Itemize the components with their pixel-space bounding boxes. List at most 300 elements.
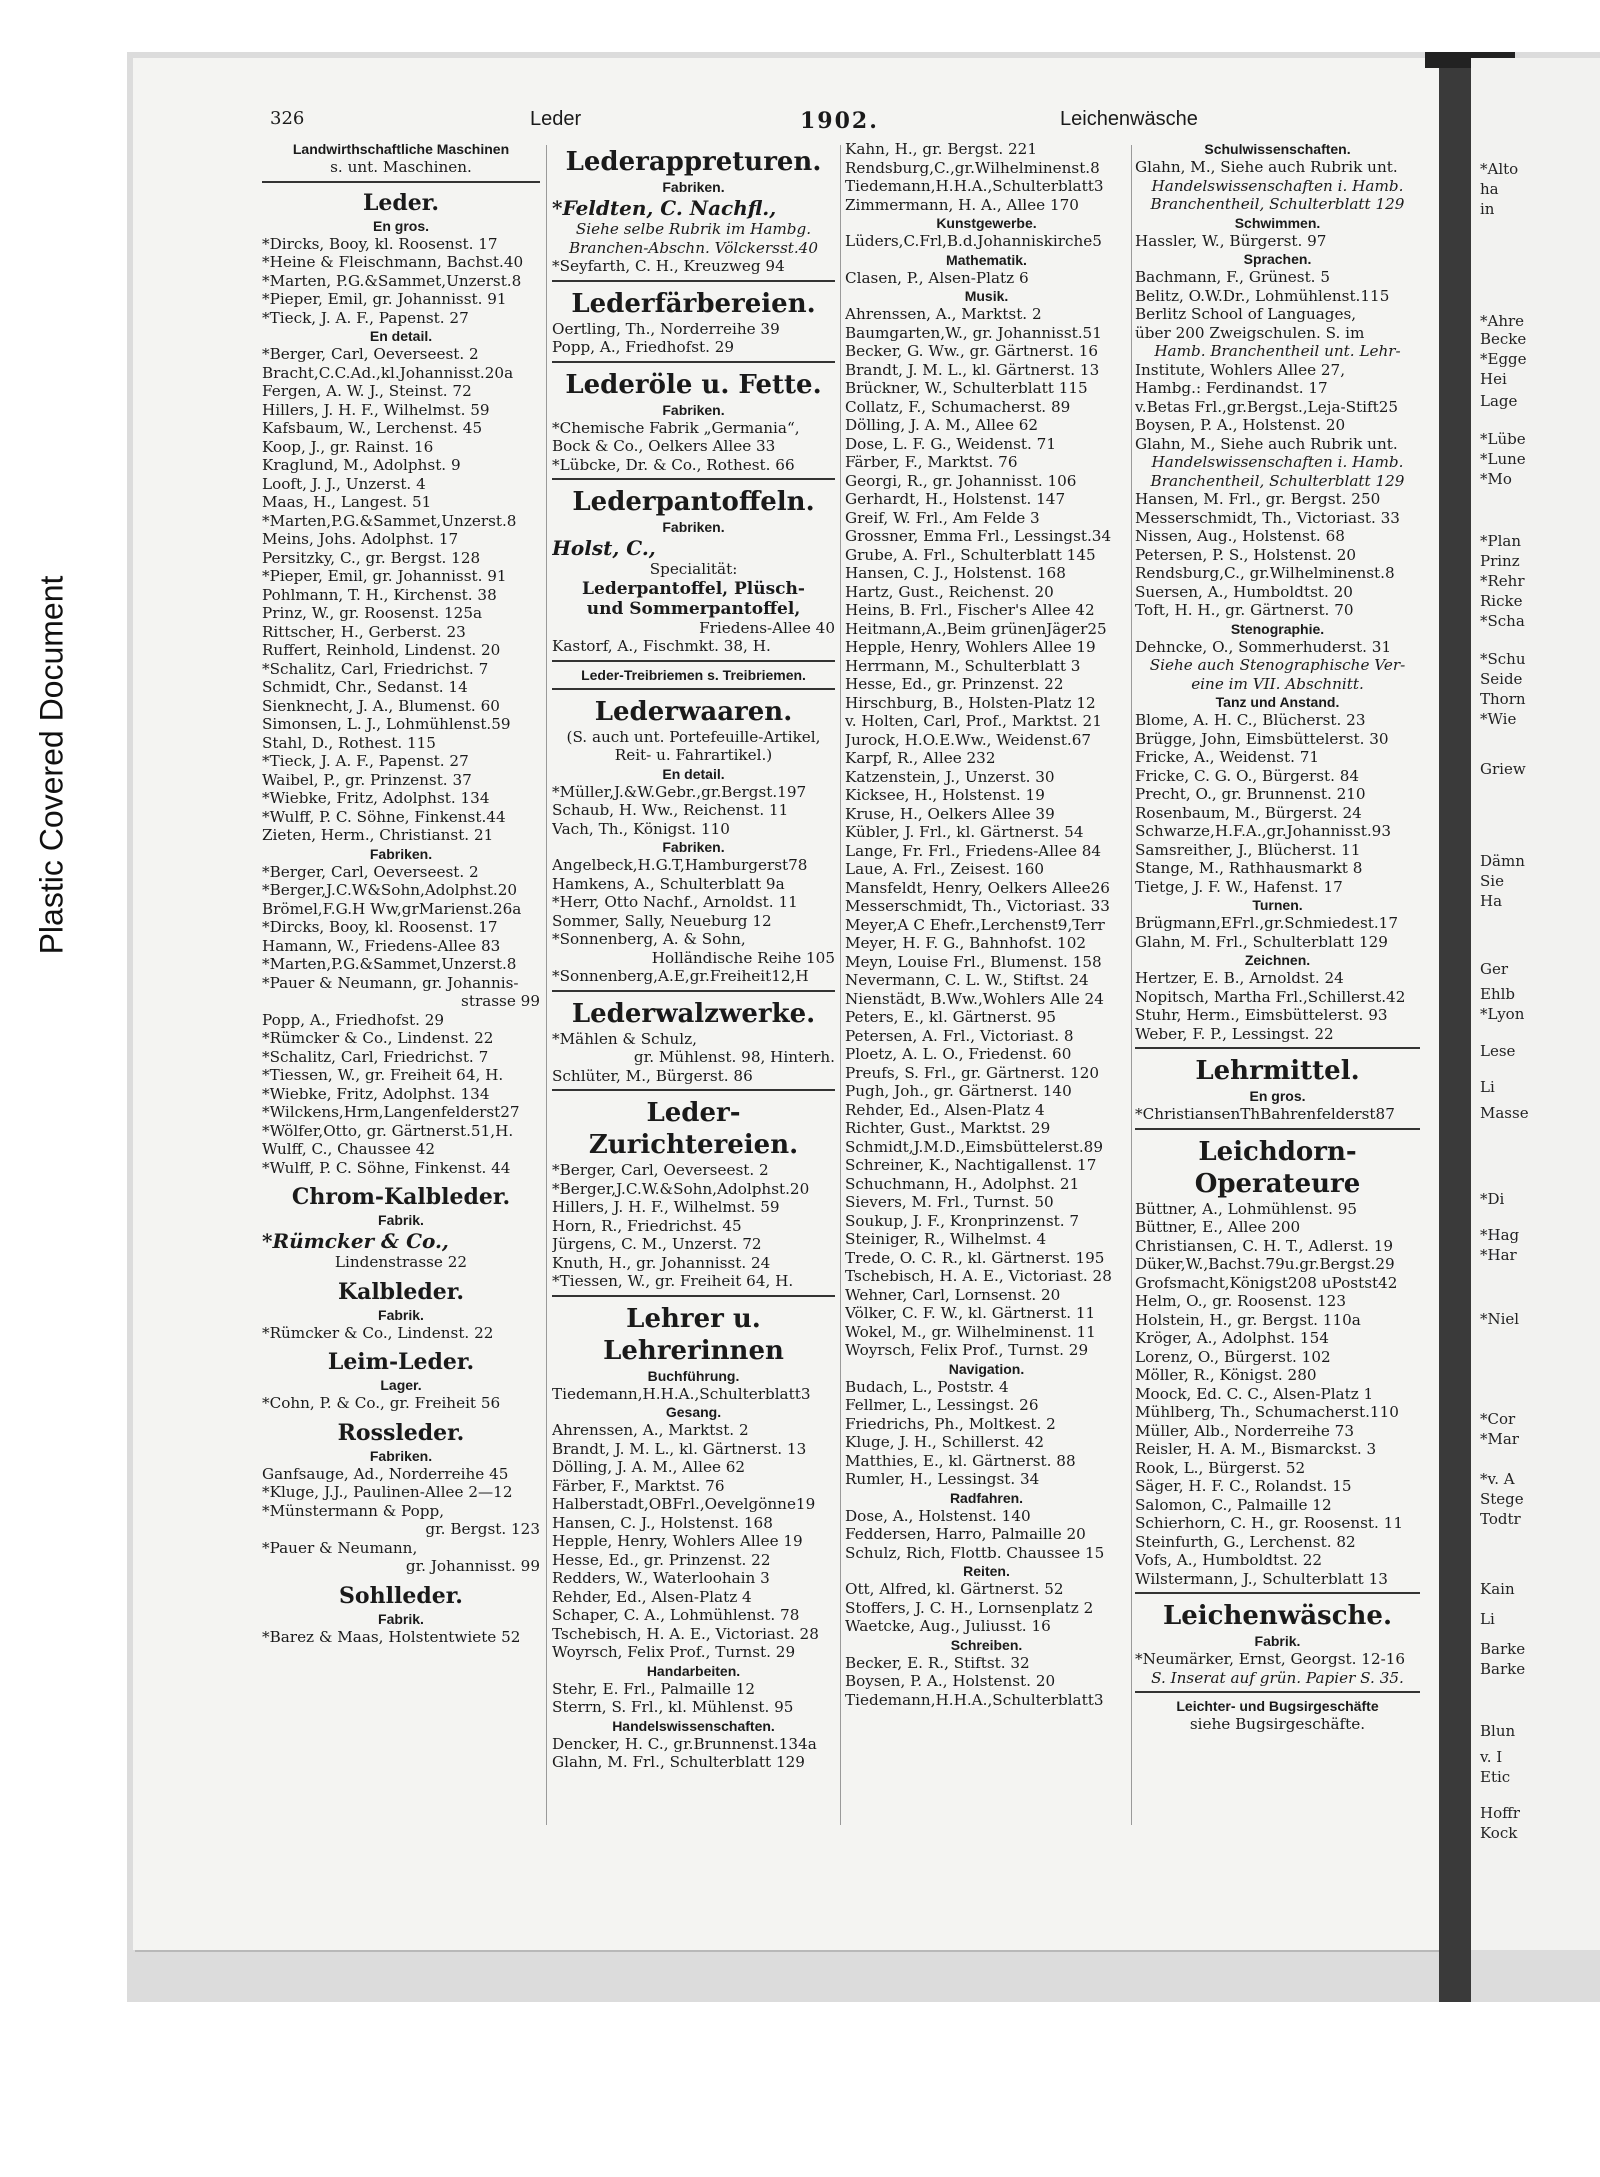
horizontal-rule <box>552 280 835 282</box>
column-2 <box>552 140 835 1830</box>
facing-page-fragment: *Mar <box>1480 1430 1519 1448</box>
column-divider <box>546 145 547 1825</box>
directory-entry: Samsreither, J., Blücherst. 11 <box>1135 840 1361 859</box>
section-subheading: Schulwissenschaften. <box>1204 141 1351 157</box>
directory-entry: *Schalitz, Carl, Friedrichst. 7 <box>262 1047 489 1066</box>
facing-page-fragment: v. I <box>1480 1748 1503 1766</box>
directory-entry: Stehr, E. Frl., Palmaille 12 <box>552 1679 756 1698</box>
directory-entry: *Tieck, J. A. F., Papenst. 27 <box>262 308 469 327</box>
facing-page-fragment: *Cor <box>1480 1410 1516 1428</box>
section-subheading: Fabriken. <box>369 845 433 862</box>
directory-entry: Suersen, A., Humboldtst. 20 <box>1135 582 1353 601</box>
directory-entry: Kicksee, H., Holstenst. 19 <box>845 786 1045 804</box>
horizontal-rule <box>1135 1047 1420 1049</box>
directory-entry: Oertling, Th., Norderreihe 39 <box>552 319 780 338</box>
section-subheading: Lager. <box>380 1377 422 1393</box>
directory-entry: *Münstermann & Popp, <box>262 1501 445 1520</box>
directory-entry: Rumler, H., Lessingst. 34 <box>845 1470 1040 1488</box>
horizontal-rule <box>262 181 540 183</box>
facing-page-fragment: *Alto <box>1480 160 1519 178</box>
facing-page-fragment: Li <box>1480 1078 1495 1096</box>
directory-entry: Tiedemann,H.H.A.,Schulterblatt3 <box>845 1690 1104 1709</box>
firm-name: *Rümcker & Co., <box>262 1229 449 1253</box>
section-subheading: Fabriken. <box>369 1447 433 1464</box>
directory-entry: Heitmann,A.,Beim grünenJäger25 <box>845 619 1107 638</box>
directory-entry: Ganfsauge, Ad., Norderreihe 45 <box>262 1464 509 1483</box>
directory-entry: Fergen, A. W. J., Steinst. 72 <box>262 382 472 400</box>
centered-note: Lindenstrasse 22 <box>334 1253 468 1271</box>
facing-page-fragment: *Di <box>1480 1190 1505 1208</box>
directory-entry: Popp, A., Friedhofst. 29 <box>262 1010 445 1029</box>
directory-entry: Brandt, J. M. L., kl. Gärtnerst. 13 <box>845 360 1100 379</box>
firm-name: *Feldten, C. Nachfl., <box>552 196 777 220</box>
section-subheading: Schreiben. <box>950 1636 1023 1653</box>
directory-entry: Halberstadt,OBFrl.,Oevelgönne19 <box>552 1495 816 1513</box>
horizontal-rule <box>552 1089 835 1091</box>
section-subheading: Fabrik. <box>1254 1633 1301 1649</box>
directory-entry: *Lübcke, Dr. & Co., Rothest. 66 <box>552 455 795 474</box>
facing-page-fragment: Li <box>1480 1610 1495 1628</box>
facing-page-fragment: Ricke <box>1480 592 1523 610</box>
directory-entry: Brückner, W., Schulterblatt 115 <box>845 379 1088 397</box>
directory-entry: Möller, R., Königst. 280 <box>1135 1366 1317 1384</box>
directory-entry: Ruffert, Reinhold, Lindenst. 20 <box>262 641 501 659</box>
directory-entry: Helm, O., gr. Roosenst. 123 <box>1135 1292 1346 1310</box>
facing-page-fragment: *Har <box>1480 1246 1517 1264</box>
directory-entry: Tschebisch, H. A. E., Victoriast. 28 <box>552 1624 819 1643</box>
directory-entry: Büttner, A., Lohmühlenst. 95 <box>1135 1199 1358 1218</box>
directory-entry: Persitzky, C., gr. Bergst. 128 <box>262 548 481 567</box>
advert-line: Lederpantoffel, Plüsch- <box>582 578 805 599</box>
directory-entry: *Chemische Fabrik „Germania“, <box>552 418 800 437</box>
directory-entry: Hartz, Gust., Reichenst. 20 <box>845 582 1054 601</box>
facing-page-fragment: Barke <box>1480 1660 1526 1678</box>
directory-entry: Hepple, Henry, Wohlers Allee 19 <box>845 638 1096 656</box>
directory-entry: Collatz, F., Schumacherst. 89 <box>845 397 1071 416</box>
directory-entry: Schierhorn, C. H., gr. Roosenst. 11 <box>1135 1514 1404 1532</box>
centered-note: Reit- u. Fahrartikel.) <box>614 746 773 764</box>
section-subheading: Musik. <box>964 288 1009 304</box>
directory-entry: Dencker, H. C., gr.Brunnenst.134a <box>552 1734 817 1753</box>
directory-entry: Düker,W.,Bachst.79u.gr.Bergst.29 <box>1135 1255 1395 1273</box>
directory-entry: *Tieck, J. A. F., Papenst. 27 <box>262 752 469 770</box>
facing-page-fragment: *Hag <box>1480 1226 1520 1244</box>
directory-entry: Schwarze,H.F.A.,gr.Johannisst.93 <box>1135 822 1391 840</box>
horizontal-rule <box>1135 1691 1420 1693</box>
directory-entry: *Dircks, Booy, kl. Roosenst. 17 <box>262 234 498 253</box>
facing-page-fragment: *Niel <box>1480 1310 1520 1328</box>
directory-entry: Hertzer, E. B., Arnoldst. 24 <box>1135 969 1344 987</box>
directory-entry: Laue, A. Frl., Zeisest. 160 <box>845 860 1045 878</box>
directory-entry: Säger, H. F. C., Rolandst. 15 <box>1135 1477 1352 1495</box>
directory-entry: Georgi, R., gr. Johannisst. 106 <box>845 471 1077 490</box>
directory-entry: *Sonnenberg, A. & Sohn, <box>552 930 746 948</box>
horizontal-rule <box>552 1295 835 1297</box>
directory-entry: Brömel,F.G.H Ww,grMarienst.26a <box>262 899 522 918</box>
directory-entry: *Wilckens,Hrm,Langenfelderst27 <box>262 1103 520 1121</box>
facing-page-fragment: ha <box>1480 180 1499 198</box>
section-subheading: Sprachen. <box>1243 251 1312 267</box>
directory-entry: Petersen, P. S., Holstenst. 20 <box>1135 545 1357 564</box>
italic-note: eine im VII. Abschnitt. <box>1191 674 1364 693</box>
continued-line: gr. Mühlenst. 98, Hinterh. <box>633 1048 835 1066</box>
directory-entry: Jurock, H.O.E.Ww., Weidenst.67 <box>845 730 1092 749</box>
directory-entry: Grube, A. Frl., Schulterblatt 145 <box>845 545 1096 564</box>
directory-entry: Ahrenssen, A., Marktst. 2 <box>845 305 1042 323</box>
directory-entry: Baumgarten,W., gr. Johannisst.51 <box>845 323 1102 342</box>
directory-entry: Kluge, J. H., Schillerst. 42 <box>845 1433 1045 1451</box>
section-subheading: Fabriken. <box>662 519 725 535</box>
directory-entry: *Pauer & Neumann, <box>262 1538 418 1557</box>
directory-entry: Angelbeck,H.G.T,Hamburgerst78 <box>552 856 808 874</box>
facing-page-fragment: Kock <box>1480 1824 1518 1842</box>
directory-entry: Berlitz School of Languages, <box>1135 305 1357 323</box>
directory-entry: Sommer, Sally, Neueburg 12 <box>552 911 772 930</box>
section-subheading: Fabriken. <box>662 179 725 195</box>
directory-entry: Zimmermann, H. A., Allee 170 <box>845 195 1079 214</box>
centered-note: s. unt. Maschinen. <box>330 158 472 176</box>
section-subheading: Fabriken. <box>662 839 725 855</box>
directory-entry: Schmidt, Chr., Sedanst. 14 <box>262 678 468 696</box>
directory-entry: *Cohn, P. & Co., gr. Freiheit 56 <box>262 1394 501 1412</box>
directory-entry: *Pieper, Emil, gr. Johannisst. 91 <box>262 290 507 308</box>
directory-entry: Büttner, E., Allee 200 <box>1135 1218 1301 1236</box>
section-subheading: Stenographie. <box>1230 620 1325 637</box>
facing-page-fragment: *Lyon <box>1480 1005 1525 1023</box>
directory-entry: *Müller,J.&W.Gebr.,gr.Bergst.197 <box>552 782 807 801</box>
directory-entry: Stahl, D., Rothest. 115 <box>262 733 436 752</box>
directory-entry: *Wölfer,Otto, gr. Gärtnerst.51,H. <box>262 1121 514 1140</box>
directory-entry: *Berger, Carl, Oeverseest. 2 <box>262 862 479 881</box>
facing-page-fragment: Hei <box>1480 370 1507 388</box>
facing-page-fragment: Kain <box>1480 1580 1515 1598</box>
italic-note: Handelswissenschaften i. Hamb. <box>1151 453 1404 471</box>
directory-entry: Blome, A. H. C., Blücherst. 23 <box>1135 711 1366 729</box>
directory-entry: *Rümcker & Co., Lindenst. 22 <box>262 1323 494 1342</box>
directory-entry: Koop, J., gr. Rainst. 16 <box>262 437 434 456</box>
directory-entry: Dose, L. F. G., Weidenst. 71 <box>845 434 1056 453</box>
directory-entry: *Berger, Carl, Oeverseest. 2 <box>552 1161 769 1179</box>
directory-entry: Glahn, M. Frl., Schulterblatt 129 <box>1135 932 1388 951</box>
facing-page-fragment: *Mo <box>1480 470 1512 488</box>
directory-entry: Tiedemann,H.H.A.,Schulterblatt3 <box>552 1384 811 1403</box>
directory-entry: Karpf, R., Allee 232 <box>845 749 996 767</box>
horizontal-rule <box>552 660 835 662</box>
section-subheading: Tanz und Anstand. <box>1215 694 1340 710</box>
directory-entry: Stange, M., Rathhausmarkt 8 <box>1135 859 1363 877</box>
centered-note: Specialität: <box>649 560 738 578</box>
section-subheading: Landwirthschaftliche Maschinen <box>292 141 510 157</box>
directory-entry: Zieten, Herm., Christianst. 21 <box>262 826 494 844</box>
section-subheading: Navigation. <box>948 1360 1025 1377</box>
directory-entry: *Schalitz, Carl, Friedrichst. 7 <box>262 659 489 678</box>
directory-entry: Kraglund, M., Adolphst. 9 <box>262 456 461 474</box>
directory-entry: Hesse, Ed., gr. Prinzenst. 22 <box>845 675 1064 693</box>
directory-entry: Kröger, A., Adolphst. 154 <box>1135 1329 1329 1347</box>
directory-entry: Wulff, C., Chaussee 42 <box>262 1140 436 1158</box>
directory-entry: Greif, W. Frl., Am Felde 3 <box>845 508 1040 527</box>
directory-entry: Rehder, Ed., Alsen-Platz 4 <box>845 1100 1045 1119</box>
facing-page-fragment: Seide <box>1480 670 1523 688</box>
advert-line: und Sommerpantoffel, <box>586 598 801 619</box>
facing-page-fragment: Masse <box>1480 1104 1529 1122</box>
directory-entry: Sterrn, S. Frl., kl. Mühlenst. 95 <box>552 1698 794 1716</box>
section-subheading: Turnen. <box>1252 897 1303 913</box>
directory-entry: *Berger, Carl, Oeverseest. 2 <box>262 345 479 363</box>
directory-entry: Glahn, M., Siehe auch Rubrik unt. <box>1135 158 1398 176</box>
category-heading: Leichdorn-Operateure <box>1194 1136 1361 1199</box>
directory-entry: Boysen, P. A., Holstenst. 20 <box>1135 416 1346 434</box>
side-label-text: Plastic Covered Document <box>33 575 70 955</box>
directory-entry: Richter, Gust., Marktst. 29 <box>845 1119 1051 1137</box>
header-left-keyword: Leder <box>530 108 582 130</box>
header-right-keyword: Leichenwäsche <box>1060 108 1198 130</box>
category-heading: Lederwaaren. <box>594 696 793 727</box>
centered-note: siehe Bugsirgeschäfte. <box>1189 1715 1366 1733</box>
column-3 <box>845 140 1128 1830</box>
category-heading: Lehrmittel. <box>1195 1056 1360 1086</box>
directory-entry: Vofs, A., Humboldtst. 22 <box>1135 1551 1323 1569</box>
directory-entry: Steiniger, R., Wilhelmst. 4 <box>845 1230 1047 1248</box>
category-heading: Lederöle u. Fette. <box>565 369 822 400</box>
facing-page-fragment: Blun <box>1480 1722 1516 1740</box>
section-subheading: Leichter- und Bugsirgeschäfte <box>1176 1698 1379 1714</box>
column-divider <box>840 145 841 1825</box>
horizontal-rule <box>1135 1128 1420 1130</box>
directory-entry: Wehner, Carl, Lornsenst. 20 <box>845 1285 1061 1304</box>
directory-entry: *Mählen & Schulz, <box>552 1029 697 1048</box>
directory-entry: Friedrichs, Ph., Moltkest. 2 <box>845 1414 1056 1433</box>
directory-entry: Stuhr, Herm., Eimsbüttelerst. 93 <box>1135 1006 1388 1024</box>
directory-entry: Dehncke, O., Sommerhuderst. 31 <box>1135 637 1392 656</box>
facing-page-fragment: *Rehr <box>1480 572 1525 590</box>
directory-entry: *Tiessen, W., gr. Freiheit 64, H. <box>552 1272 794 1290</box>
directory-entry: Hansen, M. Frl., gr. Bergst. 250 <box>1135 490 1381 508</box>
directory-entry: Rosenbaum, M., Bürgerst. 24 <box>1135 803 1362 822</box>
directory-entry: Matthies, E., kl. Gärtnerst. 88 <box>845 1451 1076 1470</box>
directory-entry: *Marten,P.G.&Sammet,Unzerst.8 <box>262 955 517 973</box>
directory-entry: Rendsburg,C.,gr.Wilhelminenst.8 <box>845 158 1100 177</box>
directory-entry: *Wiebke, Fritz, Adolphst. 134 <box>262 1084 490 1103</box>
italic-note: Branchentheil, Schulterblatt 129 <box>1150 471 1405 490</box>
directory-entry: Grossner, Emma Frl., Lessingst.34 <box>845 527 1112 545</box>
directory-entry: Weber, F. P., Lessingst. 22 <box>1135 1024 1334 1043</box>
directory-entry: Ploetz, A. L. O., Friedenst. 60 <box>845 1045 1072 1063</box>
facing-page-fragment: Etic <box>1480 1768 1511 1786</box>
horizontal-rule <box>552 361 835 363</box>
category-heading: Rossleder. <box>337 1419 465 1446</box>
italic-note: Siehe selbe Rubrik im Hambg. <box>575 220 812 238</box>
directory-entry: Soukup, J. F., Kronprinzenst. 7 <box>845 1211 1080 1230</box>
directory-entry: Schmidt,J.M.D.,Eimsbüttelerst.89 <box>845 1137 1104 1156</box>
directory-entry: *Berger,J.C.W&Sohn,Adolphst.20 <box>262 881 518 899</box>
directory-entry: Nopitsch, Martha Frl.,Schillerst.42 <box>1135 987 1406 1006</box>
section-subheading: En detail. <box>369 328 433 344</box>
facing-page-fragment: Todtr <box>1480 1510 1521 1528</box>
centered-note: (S. auch unt. Portefeuille-Artikel, <box>566 727 821 746</box>
facing-page-fragment: Griew <box>1480 760 1526 778</box>
directory-entry: Meyer, H. F. G., Bahnhofst. 102 <box>845 934 1087 952</box>
directory-entry: Fellmer, L., Lessingst. 26 <box>845 1396 1039 1414</box>
directory-entry: *Pieper, Emil, gr. Johannisst. 91 <box>262 567 507 585</box>
directory-entry: Simonsen, L. J., Lohmühlenst.59 <box>262 715 511 733</box>
facing-page-fragment: Becke <box>1480 330 1527 348</box>
facing-page-fragment: *Scha <box>1480 612 1525 630</box>
column-divider <box>1131 145 1132 1825</box>
directory-entry: Maas, H., Langest. 51 <box>262 493 432 511</box>
category-heading: Lederfärbereien. <box>571 288 816 319</box>
directory-entry: Dölling, J. A. M., Allee 62 <box>552 1458 746 1476</box>
section-subheading: Kunstgewerbe. <box>936 215 1037 231</box>
directory-entry: *Kluge, J.J., Paulinen-Allee 2—12 <box>262 1483 513 1501</box>
directory-entry: Kruse, H., Oelkers Allee 39 <box>845 804 1055 823</box>
facing-page-fragment: *v. A <box>1480 1470 1515 1488</box>
directory-entry: Gerhardt, H., Holstenst. 147 <box>845 490 1066 508</box>
section-subheading: Reiten. <box>963 1563 1010 1579</box>
directory-entry: Völker, C. F. W., kl. Gärtnerst. 11 <box>845 1304 1096 1322</box>
directory-entry: Tietge, J. F. W., Hafenst. 17 <box>1135 877 1343 896</box>
facing-page-fragment: Prinz <box>1480 552 1520 570</box>
continued-line: Holländische Reihe 105 <box>651 948 835 967</box>
directory-entry: Schuchmann, H., Adolphst. 21 <box>845 1174 1080 1193</box>
category-heading: Leder-Zurichtereien. <box>588 1098 799 1160</box>
directory-entry: Bock & Co., Oelkers Allee 33 <box>552 437 776 455</box>
directory-entry: Schlüter, M., Bürgerst. 86 <box>552 1066 753 1085</box>
directory-entry: Moock, Ed. C. C., Alsen-Platz 1 <box>1135 1384 1374 1403</box>
category-heading: Chrom-Kalbleder. <box>291 1184 511 1210</box>
directory-entry: Meins, Johs. Adolphst. 17 <box>262 530 459 548</box>
italic-note: Hamb. Branchentheil unt. Lehr- <box>1154 342 1401 360</box>
category-heading: Leim-Leder. <box>327 1349 475 1375</box>
directory-entry: Meyer,A C Ehefr.,Lerchenst9,Terr <box>845 915 1105 934</box>
directory-entry: Kübler, J. Frl., kl. Gärtnerst. 54 <box>845 823 1084 841</box>
directory-entry: Färber, F., Marktst. 76 <box>845 453 1018 471</box>
directory-entry: Prinz, W., gr. Roosenst. 125a <box>262 604 483 622</box>
directory-entry: Schaper, C. A., Lohmühlenst. 78 <box>552 1606 800 1624</box>
directory-entry: Institute, Wohlers Allee 27, <box>1135 360 1346 379</box>
directory-entry: Hillers, J. H. F., Wilhelmst. 59 <box>552 1198 780 1216</box>
directory-entry: v.Betas Frl.,gr.Bergst.,Leja-Stift25 <box>1135 397 1399 416</box>
directory-entry: Hamann, W., Friedens-Allee 83 <box>262 936 501 955</box>
section-subheading: Fabrik. <box>378 1306 424 1323</box>
directory-entry: Wokel, M., gr. Wilhelminenst. 11 <box>845 1322 1096 1341</box>
directory-entry: Sievers, M. Frl., Turnst. 50 <box>845 1193 1054 1211</box>
italic-note: Branchen-Abschn. Völckersst.40 <box>568 238 819 257</box>
directory-entry: Nienstädt, B.Ww.,Wohlers Alle 24 <box>845 989 1104 1008</box>
directory-entry: *Marten,P.G.&Sammet,Unzerst.8 <box>262 511 517 530</box>
facing-page-fragment: Lage <box>1480 392 1518 410</box>
facing-page-fragment: *Lübe <box>1480 430 1526 448</box>
facing-page-fragment: *Ahre <box>1480 312 1525 330</box>
directory-entry: Vach, Th., Königst. 110 <box>552 819 730 838</box>
section-subheading: En gros. <box>1249 1088 1306 1104</box>
directory-entry: *Wiebke, Fritz, Adolphst. 134 <box>262 789 490 807</box>
directory-entry: Glahn, M. Frl., Schulterblatt 129 <box>552 1753 805 1771</box>
directory-entry: Ott, Alfred, kl. Gärtnerst. 52 <box>845 1580 1064 1598</box>
facing-page-fragment: *Plan <box>1480 532 1521 550</box>
directory-entry: Jürgens, C. M., Unzerst. 72 <box>552 1235 762 1253</box>
directory-entry: *Rümcker & Co., Lindenst. 22 <box>262 1029 494 1047</box>
directory-entry: Lange, Fr. Frl., Friedens-Allee 84 <box>845 841 1102 860</box>
section-subheading: En gros. <box>372 217 429 234</box>
directory-entry: Hamkens, A., Schulterblatt 9a <box>552 874 785 893</box>
directory-entry: Kastorf, A., Fischmkt. 38, H. <box>552 637 771 655</box>
directory-entry: *Neumärker, Ernst, Georgst. 12-16 <box>1135 1650 1406 1668</box>
directory-entry: *Sonnenberg,A.E,gr.Freiheit12,H <box>552 967 809 985</box>
facing-page-fragment: *Lune <box>1480 450 1526 468</box>
section-subheading: Radfahren. <box>949 1489 1024 1506</box>
section-subheading: Fabrik. <box>378 1212 424 1228</box>
directory-entry: Mühlberg, Th., Schumacherst.110 <box>1135 1403 1399 1421</box>
facing-page-fragment: Lese <box>1480 1042 1516 1060</box>
directory-entry: Brandt, J. M. L., kl. Gärtnerst. 13 <box>552 1439 807 1458</box>
directory-entry: Färber, F., Marktst. 76 <box>552 1476 725 1495</box>
directory-entry: *Dircks, Booy, kl. Roosenst. 17 <box>262 918 498 936</box>
directory-entry: Reisler, H. A. M., Bismarckst. 3 <box>1135 1440 1377 1458</box>
directory-entry: Clasen, P., Alsen-Platz 6 <box>845 268 1029 287</box>
directory-entry: Petersen, A. Frl., Victoriast. 8 <box>845 1026 1074 1045</box>
directory-entry: Hirschburg, B., Holsten-Platz 12 <box>845 693 1096 712</box>
directory-entry: Kahn, H., gr. Bergst. 221 <box>845 140 1037 158</box>
directory-entry: Trede, O. C. R., kl. Gärtnerst. 195 <box>845 1248 1105 1267</box>
horizontal-rule <box>552 990 835 992</box>
column-4 <box>1135 140 1420 1830</box>
directory-entry: Hillers, J. H. F., Wilhelmst. 59 <box>262 400 490 419</box>
directory-entry: Glahn, M., Siehe auch Rubrik unt. <box>1135 434 1398 453</box>
directory-entry: *Berger,J.C.W.&Sohn,Adolphst.20 <box>552 1179 810 1198</box>
directory-entry: Hepple, Henry, Wohlers Allee 19 <box>552 1532 803 1550</box>
category-heading: Leichenwäsche. <box>1162 1601 1393 1631</box>
directory-entry: Becker, E. R., Stiftst. 32 <box>845 1653 1030 1672</box>
directory-entry: Christiansen, C. H. T., Adlerst. 19 <box>1135 1236 1394 1255</box>
horizontal-rule <box>1135 1592 1420 1594</box>
directory-entry: Boysen, P. A., Holstenst. 20 <box>845 1672 1056 1690</box>
directory-entry: Stoffers, J. C. H., Lornsenplatz 2 <box>845 1598 1094 1617</box>
directory-entry: Rendsburg,C., gr.Wilhelminenst.8 <box>1135 564 1395 582</box>
directory-entry: Dölling, J. A. M., Allee 62 <box>845 416 1039 434</box>
directory-entry: *Herr, Otto Nachf., Arnoldst. 11 <box>552 893 798 911</box>
directory-entry: *ChristiansenThBahrenfelderst87 <box>1135 1105 1395 1123</box>
directory-entry: Redders, W., Waterloohain 3 <box>552 1569 770 1587</box>
category-heading: Lehrer u. Lehrerinnen <box>603 1303 784 1366</box>
horizontal-rule <box>552 478 835 480</box>
directory-entry: Schaub, H. Ww., Reichenst. 11 <box>552 801 789 819</box>
continued-line: gr. Bergst. 123 <box>425 1520 540 1538</box>
facing-page-fragment: *Wie <box>1480 710 1517 728</box>
continued-line: Friedens-Allee 40 <box>699 618 835 637</box>
facing-page-fragment: *Egge <box>1480 350 1527 368</box>
directory-entry: über 200 Zweigschulen. S. im <box>1135 323 1365 342</box>
section-subheading: Schwimmen. <box>1234 214 1321 231</box>
directory-entry: Feddersen, Harro, Palmaille 20 <box>845 1525 1086 1543</box>
directory-entry: v. Holten, Carl, Prof., Marktst. 21 <box>845 712 1102 730</box>
section-subheading: Mathematik. <box>946 251 1027 268</box>
directory-entry: Hassler, W., Bürgerst. 97 <box>1135 231 1327 250</box>
directory-entry: Brügmann,EFrl.,gr.Schmiedest.17 <box>1135 914 1399 932</box>
directory-entry: Messerschmidt, Th., Victoriast. 33 <box>845 897 1110 915</box>
directory-entry: Katzenstein, J., Unzerst. 30 <box>845 767 1055 786</box>
directory-entry: Pugh, Joh., gr. Gärtnerst. 140 <box>845 1082 1072 1100</box>
category-heading: Lederwalzwerke. <box>571 998 816 1029</box>
directory-entry: *Heine & Fleischmann, Bachst.40 <box>262 253 524 271</box>
section-subheading: Gesang. <box>665 1404 722 1420</box>
directory-entry: Popp, A., Friedhofst. 29 <box>552 338 735 356</box>
directory-entry: Toft, H. H., gr. Gärtnerst. 70 <box>1135 601 1354 619</box>
continued-line: gr. Johannisst. 99 <box>405 1557 540 1575</box>
directory-entry: Hambg.: Ferdinandst. 17 <box>1135 379 1328 397</box>
continued-line: strasse 99 <box>461 992 540 1010</box>
directory-entry: Looft, J. J., Unzerst. 4 <box>262 474 426 493</box>
